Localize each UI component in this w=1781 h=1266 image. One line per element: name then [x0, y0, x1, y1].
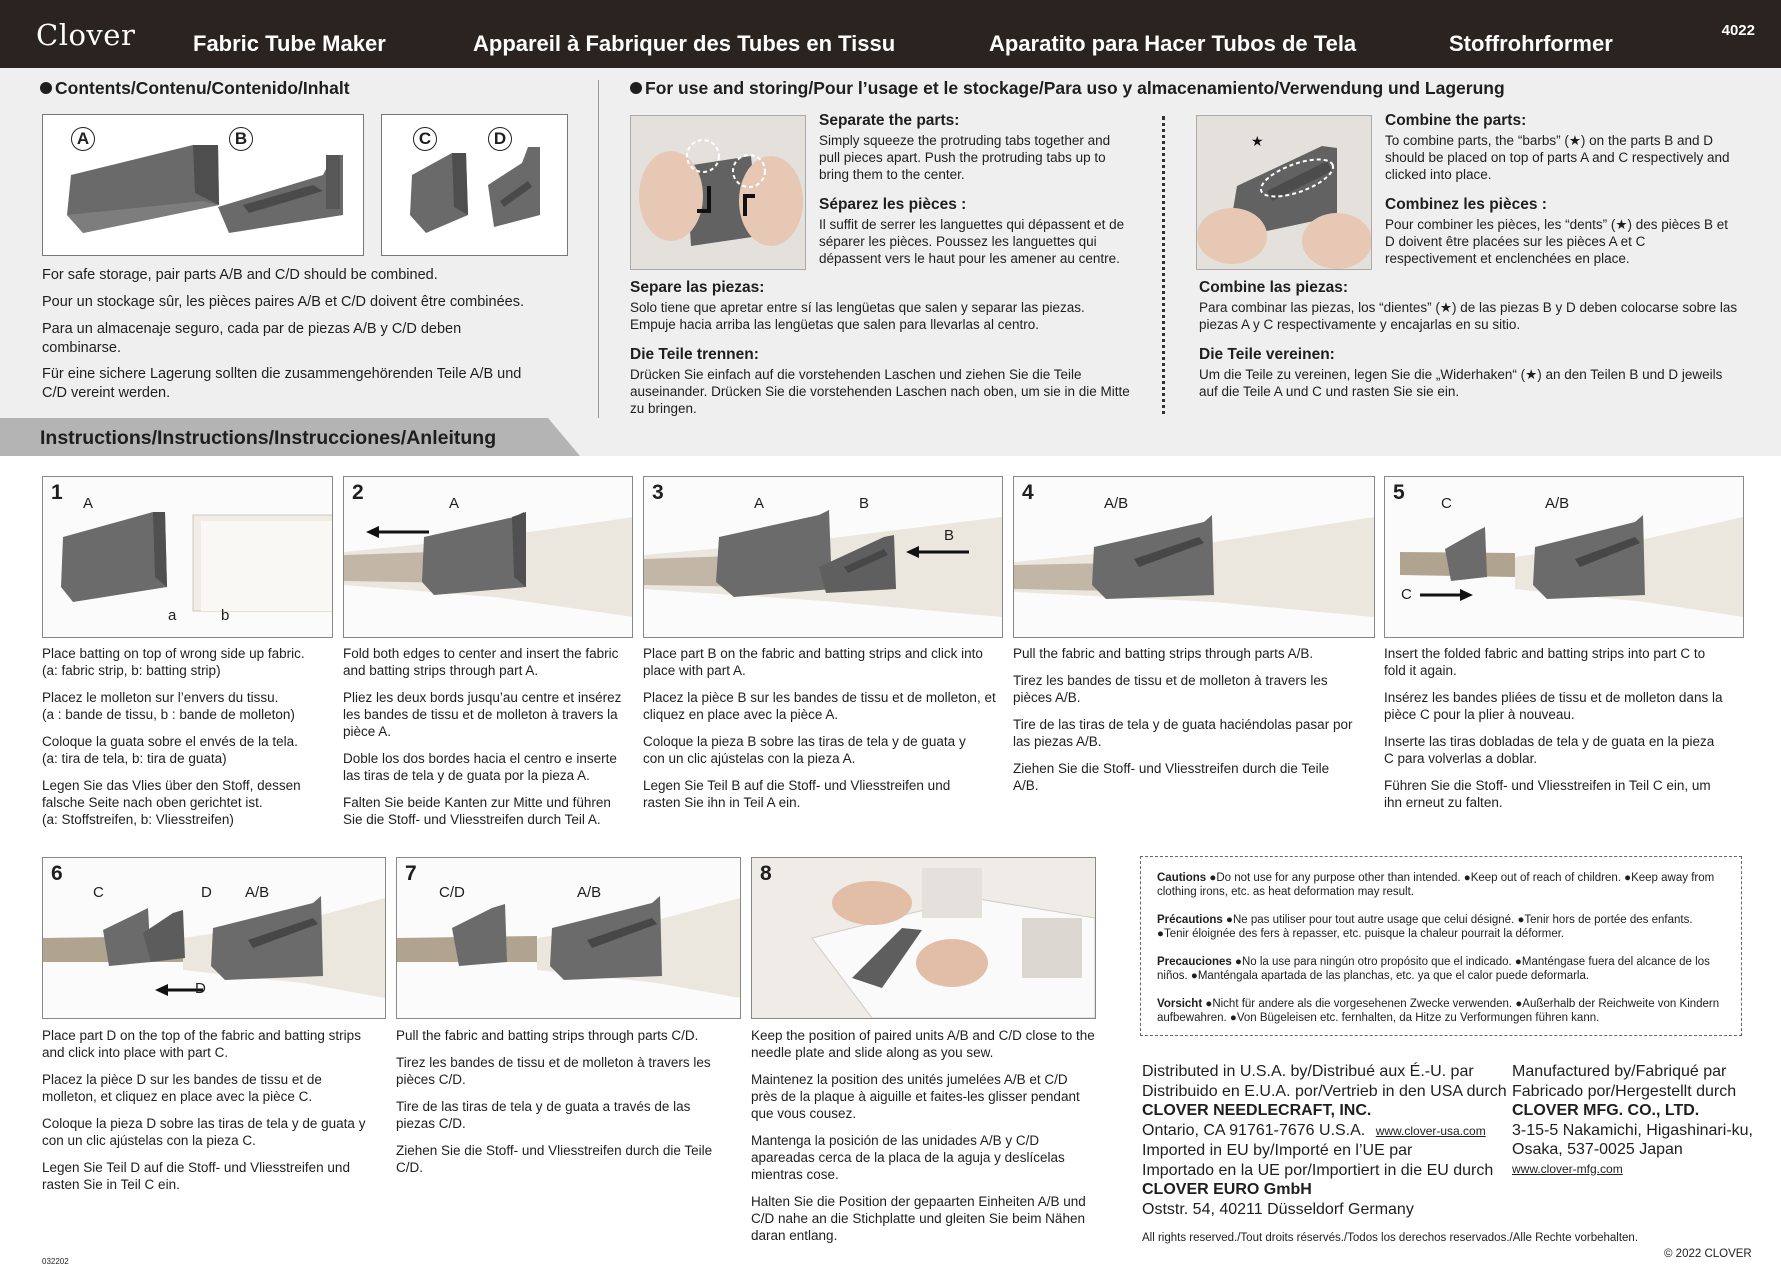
step-4-image [1013, 476, 1375, 638]
step-number: 2 [352, 481, 364, 504]
separate-text-fr: Il suffit de serrer les languettes qui dépassent et de séparer les pièces. Poussez les languettes qui dépassent vers le haut pour les amener au centre. [819, 217, 1125, 266]
use-title: For use and storing/Pour l’usage et le stockage/Para uso y almacenamiento/Verwendung und Lagerung [630, 78, 1505, 99]
title-de: Stoffrohrformer [1449, 31, 1613, 56]
step-number: 8 [760, 862, 772, 885]
step-5-text-es: Inserte las tiras dobladas de tela y de guata en la pieza C para volverlas a doblar. [1384, 734, 1715, 766]
label-d-arrow: D [195, 980, 206, 997]
header [0, 0, 1781, 68]
separate-parts-illustration [631, 116, 805, 269]
caution-fr: Précautions ●Ne pas utiliser pour tout autre usage que celui désigné. ●Tenir hors de portée des enfants. ●Tenir éloignée des fers à repasser, etc. puisque la chaleur pourrait la déformer. [1157, 914, 1693, 940]
storage-fr: Pour un stockage sûr, les pièces paires A/B et C/D doivent être combinées. [42, 294, 524, 310]
divider [598, 80, 599, 420]
label-b-arrow: B [944, 527, 955, 544]
label-cd-part: C/D [439, 884, 465, 901]
step-4-text-es: Tire de las tiras de tela y de guata haciéndolas pasar por las piezas A/B. [1013, 717, 1353, 749]
step-3-text-en: Place part B on the fabric and batting strips and click into place with part A. [643, 646, 983, 678]
label-ab-part: A/B [1104, 495, 1129, 512]
separate-parts-photo [630, 115, 806, 270]
title-fr: Appareil à Fabriquer des Tubes en Tissu [473, 31, 896, 56]
step-8-text-en: Keep the position of paired units A/B and C/D close to the needle plate and slide along as you sew. [751, 1028, 1095, 1060]
combine-parts-illustration [1197, 116, 1371, 269]
label-c-arrow: C [1401, 586, 1412, 603]
us-url-link[interactable]: www.clover-usa.com [1375, 1123, 1486, 1138]
step-6-illustration [43, 858, 385, 1018]
separate-title-fr: Séparez les pièces : [819, 196, 967, 213]
step-4-text-fr: Tirez les bandes de tissu et de molleton à travers les pièces A/B. [1013, 673, 1328, 705]
rights-reserved: All rights reserved./Tout droits réservés./Todos los derechos reservados./Alle Rechte vorbehalten. [1142, 1232, 1639, 1244]
step-6-text-fr: Placez la pièce D sur les bandes de tissu et de molleton, et cliquez en place avec la pièce C. [42, 1072, 322, 1104]
separate-text-en: Simply squeeze the protruding tabs together and pull pieces apart. Push the protruding tabs up to bring them to the center. [819, 133, 1111, 182]
step-8-text-fr: Maintenez la position des unités jumelées A/B et C/D près de la plaque à aiguille et faites-les glisser pendant que vous cousez. [751, 1072, 1080, 1121]
label-a-part: A [449, 495, 460, 512]
step-1-text-fr: Placez le molleton sur l’envers du tissu. (a : bande de tissu, b : bande de molleton) [42, 690, 295, 722]
storage-de: Für eine sichere Lagerung sollten die zusammengehörenden Teile A/B und C/D vereint werden. [42, 366, 522, 401]
caution-en: Cautions ●Do not use for any purpose other than intended. ●Keep out of reach of children. ●Keep away from clothing irons, etc. as heat deformation may result. [1157, 872, 1715, 898]
step-number: 6 [51, 862, 63, 885]
cautions-box [1140, 856, 1742, 1036]
step-1-text-es: Coloque la guata sobre el envés de la tela. (a: tira de tela, b: tira de guata) [42, 734, 298, 766]
combine-title-de: Die Teile vereinen: [1199, 346, 1335, 363]
step-8-text-de: Halten Sie die Position der gepaarten Einheiten A/B und C/D nahe an die Stichplatte und gleiten Sie beim Nähen daran entlang. [751, 1194, 1086, 1243]
contents-title: Contents/Contenu/Contenido/Inhalt [40, 78, 350, 99]
label-ab-part: A/B [245, 884, 270, 901]
step-3-text-es: Coloque la pieza B sobre las tiras de tela y de guata y con un clic ajústelas con la pieza A. [643, 734, 966, 766]
step-7-text-en: Pull the fabric and batting strips through parts C/D. [396, 1028, 699, 1043]
step-6-text-es: Coloque la pieza D sobre las tiras de tela y de guata y con un clic ajústelas con la pieza C. [42, 1116, 366, 1148]
step-4-illustration [1014, 477, 1374, 637]
combine-title-es: Combine las piezas: [1199, 279, 1349, 296]
label-c-part: C [1441, 495, 1452, 512]
label-d-part: D [201, 884, 212, 901]
caution-es: Precauciones ●No la use para ningún otro propósito que el indicado. ●Manténgase fuera del alcance de los niños. ●Manténgala apartada de las planchas, etc. ya que el calor puede deformarla. [1157, 956, 1710, 982]
step-6-text-en: Place part D on the top of the fabric and batting strips and click into place with part C. [42, 1028, 361, 1060]
combine-title-fr: Combinez les pièces : [1385, 196, 1547, 213]
step-8-illustration [752, 858, 1095, 1018]
step-5-text-de: Führen Sie die Stoff- und Vliesstreifen in Teil C ein, um ihn erneut zu falten. [1384, 778, 1711, 810]
step-2-text-en: Fold both edges to center and insert the fabric and batting strips through part A. [343, 646, 619, 678]
storage-es: Para un almacenaje seguro, cada par de piezas A/B y C/D deben combinarse. [42, 321, 462, 356]
title-es: Aparatito para Hacer Tubos de Tela [989, 31, 1357, 56]
part-letter-b: B [229, 127, 253, 151]
copyright: © 2022 CLOVER [1664, 1248, 1752, 1260]
bullet-icon [630, 82, 642, 94]
separate-title-en: Separate the parts: [819, 112, 960, 129]
step-number: 3 [652, 481, 664, 504]
mfg-url-link[interactable]: www.clover-mfg.com [1512, 1161, 1623, 1176]
svg-text:★: ★ [1251, 134, 1264, 150]
label-ab-part: A/B [577, 884, 602, 901]
step-7-text-de: Ziehen Sie die Stoff- und Vliesstreifen durch die Teile C/D. [396, 1143, 713, 1175]
separate-title-es: Separe las piezas: [630, 279, 765, 296]
clover-logo: Clover [36, 18, 136, 52]
step-7-text-fr: Tirez les bandes de tissu et de molleton à travers les pièces C/D. [396, 1055, 711, 1087]
step-4-text-de: Ziehen Sie die Stoff- und Vliesstreifen durch die Teile A/B. [1013, 761, 1330, 793]
part-letter-c: C [413, 127, 437, 151]
separate-text-es: Solo tiene que apretar entre sí las lengüetas que salen y separar las piezas. Empuje hacia arriba las lengüetas que salen para llevarlas al centro. [630, 300, 1085, 332]
step-7-text-es: Tire de las tiras de tela y de guata a través de las piezas C/D. [396, 1099, 691, 1131]
step-1-text-de: Legen Sie das Vlies über den Stoff, dessen falsche Seite nach oben gerichtet ist. (a: Stoffstreifen, b: Vliesstreifen) [42, 778, 301, 827]
step-3-text-de: Legen Sie Teil B auf die Stoff- und Vliesstreifen und rasten Sie ihn in Teil A ein. [643, 778, 951, 810]
step-1-image [42, 476, 333, 638]
parts-ab-illustration [43, 115, 363, 255]
step-7-illustration [397, 858, 740, 1018]
bullet-icon [40, 82, 52, 94]
product-number: 4022 [1721, 22, 1755, 39]
distributor-us: Distributed in U.S.A. by/Distribué aux É.-U. par Distribuido en E.U.A. por/Vertrieb in den USA durch CLOVER NEEDLECRAFT, INC. Ontario, CA 91761-7676 U.S.A. www.clover-usa.com Imported in EU by/Importé en l’UE par Importado en la UE por/Importiert in die EU durch CLOVER EURO GmbH Oststr. 54, 40211 Düsseldorf Germany [1142, 1063, 1507, 1218]
step-2-text-es: Doble los dos bordes hacia el centro e inserte las tiras de tela y de guata por la pieza A. [343, 751, 617, 783]
step-4-text-en: Pull the fabric and batting strips through parts A/B. [1013, 646, 1314, 661]
caution-de: Vorsicht ●Nicht für andere als die vorgesehenen Zwecke verwenden. ●Außerhalb der Reichweite von Kindern aufbewahren. ●Von Bügeleisen etc. fernhalten, da Hitze zu Verformungen führen kann. [1157, 998, 1720, 1024]
label-a-part: A [83, 495, 94, 512]
step-2-illustration [344, 477, 632, 637]
combine-text-en: To combine parts, the “barbs” (★) on the parts B and D should be placed on top of parts A and C respectively and clicked into place. [1385, 133, 1730, 182]
label-c-part: C [93, 884, 104, 901]
combine-text-de: Um die Teile zu vereinen, legen Sie die „Widerhaken“ (★) an den Teilen B und D jeweils auf die Teile A und C und rasten Sie sie ein. [1199, 367, 1723, 399]
label-ab-part: A/B [1545, 495, 1570, 512]
parts-cd-illustration [382, 115, 567, 255]
label-b-part: B [859, 495, 870, 512]
step-3-illustration [644, 477, 1002, 637]
manufacturer: Manufactured by/Fabriqué par Fabricado por/Hergestellt durch CLOVER MFG. CO., LTD. 3-15-5 Nakamichi, Higashinari-ku, Osaka, 537-0025 Japan www.clover-mfg.com [1512, 1062, 1753, 1179]
step-6-text-de: Legen Sie Teil D auf die Stoff- und Vliesstreifen und rasten Sie in Teil C ein. [42, 1160, 350, 1192]
step-8-image [751, 857, 1096, 1019]
step-2-text-de: Falten Sie beide Kanten zur Mitte und führen Sie die Stoff- und Vliesstreifen durch Teil A. [343, 795, 611, 827]
step-3-text-fr: Placez la pièce B sur les bandes de tissu et de molleton, et cliquez en place avec la pièce A. [643, 690, 996, 722]
label-batting: b [221, 607, 230, 624]
step-7-image [396, 857, 741, 1019]
label-fabric: a [168, 607, 177, 624]
dotted-divider [1162, 116, 1165, 422]
combine-text-fr: Pour combiner les pièces, les “dents” (★) des pièces B et D doivent être placées sur les pièces A et C respectivement et enclenchées en place. [1385, 217, 1728, 266]
instructions-title: Instructions/Instructions/Instrucciones/Anleitung [40, 427, 497, 449]
step-3-image [643, 476, 1003, 638]
combine-title-en: Combine the parts: [1385, 112, 1527, 129]
part-letter-a: A [71, 127, 95, 151]
combine-parts-photo [1196, 115, 1372, 270]
step-number: 5 [1393, 481, 1405, 504]
step-5-text-fr: Insérez les bandes pliées de tissu et de molleton dans la pièce C pour la plier à nouveau. [1384, 690, 1723, 722]
document-code: 032202 [42, 1257, 69, 1266]
parts-cd-box [381, 114, 568, 256]
separate-text-de: Drücken Sie einfach auf die vorstehenden Laschen und ziehen Sie die Teile auseinander. Drücken Sie die vorstehenden Laschen nach oben, um sie in die Mitte zu bringen. [630, 367, 1130, 416]
step-5-image [1384, 476, 1744, 638]
separate-title-de: Die Teile trennen: [630, 346, 759, 363]
step-2-text-fr: Pliez les deux bords jusqu’au centre et insérez les bandes de tissu et de molleton à travers la pièce A. [343, 690, 622, 739]
instructions-band [0, 418, 1781, 456]
step-2-image [343, 476, 633, 638]
step-number: 1 [51, 481, 63, 504]
step-6-image [42, 857, 386, 1019]
part-letter-d: D [488, 127, 512, 151]
parts-ab-box [42, 114, 364, 256]
step-number: 4 [1022, 481, 1034, 504]
step-5-text-en: Insert the folded fabric and batting strips into part C to fold it again. [1384, 646, 1706, 678]
step-8-text-es: Mantenga la posición de las unidades A/B y C/D apareadas cerca de la placa de la aguja y deslícelas mientras cose. [751, 1133, 1065, 1182]
combine-text-es: Para combinar las piezas, los “dientes” (★) de las piezas B y D deben colocarse sobre las piezas A y C respectivamente y encajarlas en su sitio. [1199, 300, 1738, 332]
title-en: Fabric Tube Maker [193, 31, 386, 56]
storage-en: For safe storage, pair parts A/B and C/D should be combined. [42, 267, 438, 283]
label-a-part: A [754, 495, 765, 512]
step-number: 7 [405, 862, 417, 885]
step-1-text-en: Place batting on top of wrong side up fabric. (a: fabric strip, b: batting strip) [42, 646, 305, 678]
